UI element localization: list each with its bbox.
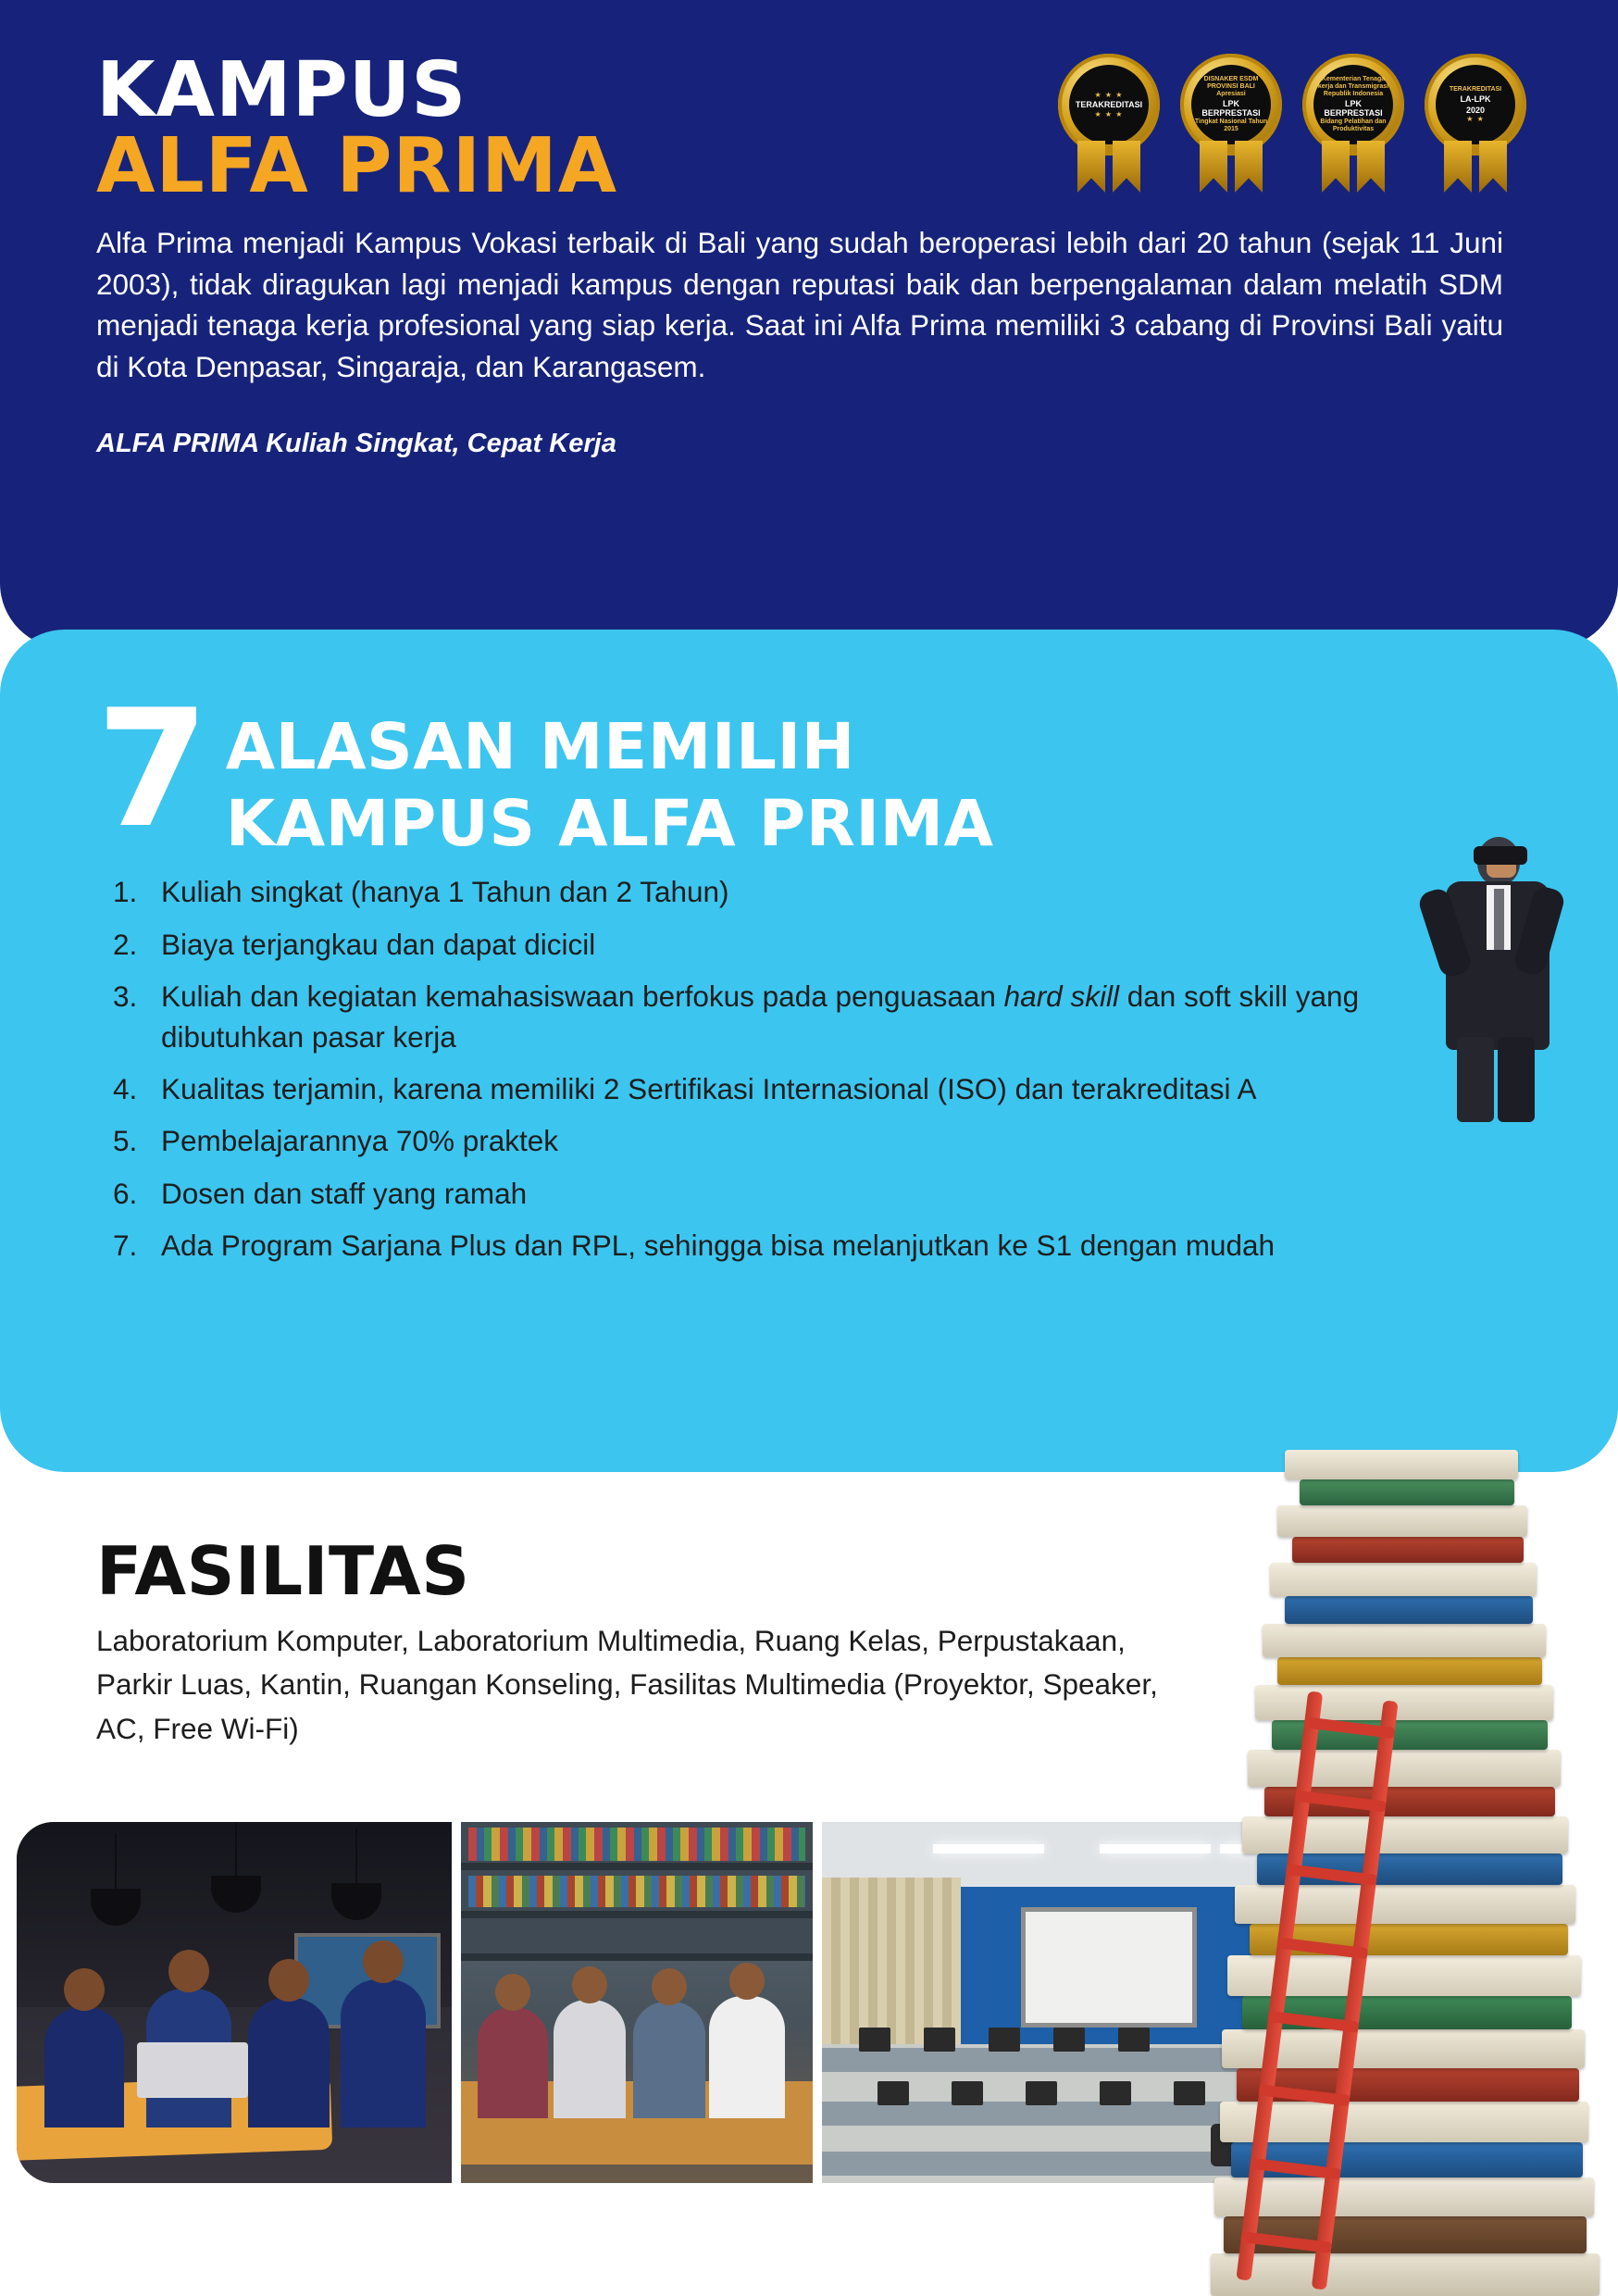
office-chair (1266, 2124, 1305, 2166)
header-panel (0, 0, 1618, 648)
badge-ribbon-left (1200, 141, 1227, 193)
monitor-icon (1118, 2028, 1150, 2052)
reason-text: Biaya terjangkau dan dapat dicicil (161, 927, 596, 961)
badge-ribbon-right (1357, 141, 1385, 193)
page-title-line2: ALFA PRIMA (96, 122, 618, 211)
accreditation-badges (1055, 54, 1529, 193)
laptop-icon (137, 2042, 248, 2098)
badge-2-line1: Kementerian Tenaga kerja dan Transmigrasi Republik Indonesia (1317, 75, 1389, 97)
reasons-panel (0, 630, 1618, 1472)
page-title-line1: KAMPUS (96, 46, 467, 134)
monitor-icon (1053, 2028, 1085, 2052)
list-item (113, 1174, 1446, 1214)
list-item (113, 925, 1446, 965)
books-row (468, 1828, 805, 1861)
badge-ribbon-left (1322, 141, 1350, 193)
monitor-icon (1026, 2081, 1057, 2105)
reason-text-after: dan soft skill yang dibutuhkan pasar kerja (161, 980, 1360, 1054)
student (633, 2002, 705, 2118)
list-item (113, 1069, 1446, 1109)
reason-text: Ada Program Sarjana Plus dan RPL, sehingga bisa melanjutkan ke S1 dengan mudah (161, 1229, 1276, 1263)
reasons-heading (96, 676, 1448, 864)
badge-3-line3: 2020 (1465, 105, 1486, 115)
monitor-icon (859, 2028, 890, 2052)
badge-2-line3: Bidang Pelatihan dan Produktivitas (1320, 119, 1387, 133)
badge-terakreditasi-icon (1055, 54, 1163, 193)
badge-0-line2: TERAKREDITASI (1075, 100, 1143, 110)
badge-0-stars-top: ★ ★ ★ (1094, 91, 1124, 100)
computer-desk-row (822, 2152, 1340, 2176)
badge-ribbon-left (1444, 141, 1472, 193)
badge-1-line1: DISNAKER ESDM PROVINSI BALI Apresiasi (1203, 75, 1259, 97)
student (248, 1998, 330, 2128)
monitor-icon (924, 2028, 955, 2052)
office-chair (1211, 2124, 1250, 2166)
ceiling-light-icon (1220, 1844, 1331, 1853)
list-item (113, 1121, 1446, 1161)
student (709, 1996, 785, 2118)
student (554, 2000, 626, 2118)
student (478, 2007, 548, 2118)
monitor-icon (1100, 2081, 1131, 2105)
photo-computer-lab (822, 1822, 1340, 2183)
badge-2-line2: LPK BERPRESTASI (1324, 98, 1383, 119)
books-row (468, 1876, 805, 1907)
badge-la-lpk-2020-icon (1422, 54, 1529, 193)
photo-classroom-students (17, 1822, 452, 2183)
header-paragraph: Alfa Prima menjadi Kampus Vokasi terbaik di Bali yang sudah beroperasi lebih dari 20 tahun (sejak 11 Juni 2003), tidak diragukan lagi menjadi kampus dengan reputasi baik dan berpengalaman dalam melatih SDM menjadi tenaga kerja profesional yang siap kerja. Saat ini Alfa Prima memiliki 3 cabang di Provinsi Bali yaitu di Kota Denpasar, Singaraja, dan Karangasem. (96, 225, 1503, 384)
reason-text-italic: hard skill (1003, 980, 1119, 1014)
reasons-number: 7 (96, 676, 209, 864)
badge-ribbon-right (1235, 141, 1263, 193)
badge-lpk-berprestasi-disnaker-icon (1177, 54, 1285, 193)
monitor-icon (989, 2028, 1020, 2052)
student (44, 2007, 124, 2128)
reason-text: Pembelajarannya 70% praktek (161, 1124, 559, 1158)
reasons-content (96, 676, 1448, 1279)
facilities-text: Laboratorium Komputer, Laboratorium Multimedia, Ruang Kelas, Perpustakaan, Parkir Luas, Kantin, Ruangan Konseling, Fasilitas Multimedia (Proyektor, Speaker, AC, Free Wi-Fi) (96, 1624, 1158, 1745)
facilities-section (96, 1532, 1300, 1751)
badge-1-line2: LPK BERPRESTASI (1201, 98, 1261, 119)
header-tagline: ALFA PRIMA Kuliah Singkat, Cepat Kerja (96, 428, 616, 458)
badge-ribbon-left (1077, 141, 1105, 193)
reason-text: Kuliah singkat (hanya 1 Tahun dan 2 Tahun) (161, 875, 729, 909)
list-item (113, 977, 1446, 1057)
ceiling-light-icon (933, 1844, 1044, 1853)
badge-ribbon-right (1479, 141, 1507, 193)
badge-1-line3: Tingkat Nasional Tahun 2015 (1194, 119, 1268, 133)
badge-0-stars-bottom: ★ ★ ★ (1094, 109, 1124, 119)
reason-text: Dosen dan staff yang ramah (161, 1176, 528, 1210)
badge-ribbon-right (1113, 141, 1140, 193)
monitor-icon (1174, 2081, 1205, 2105)
reasons-list (96, 872, 1446, 1267)
projector-screen (1021, 1907, 1197, 2028)
reasons-title-line2: KAMPUS ALFA PRIMA (225, 787, 994, 862)
badge-lpk-berprestasi-kemnaker-icon (1300, 54, 1407, 193)
ceiling-light-icon (1100, 1844, 1211, 1853)
photo-library-group-study (461, 1822, 813, 2183)
reasons-title (225, 704, 994, 862)
reasons-title-line1: ALASAN MEMILIH (225, 710, 855, 784)
student (341, 1979, 426, 2128)
facilities-title: FASILITAS (96, 1532, 470, 1610)
badge-3-line2: LA-LPK (1460, 94, 1491, 105)
monitor-icon (952, 2081, 983, 2105)
photo-strip (17, 1822, 1340, 2183)
reason-text: Kuliah dan kegiatan kemahasiswaan berfokus pada penguasaan (161, 980, 1004, 1014)
badge-3-line1: TERAKREDITASI (1449, 86, 1502, 94)
list-item (113, 1226, 1446, 1266)
badge-3-stars-bottom: ★ ★ (1466, 114, 1485, 123)
list-item (113, 872, 1446, 912)
monitor-icon (877, 2081, 909, 2105)
reason-text: Kualitas terjamin, karena memiliki 2 Sertifikasi Internasional (ISO) dan terakreditasi A (161, 1072, 1257, 1105)
